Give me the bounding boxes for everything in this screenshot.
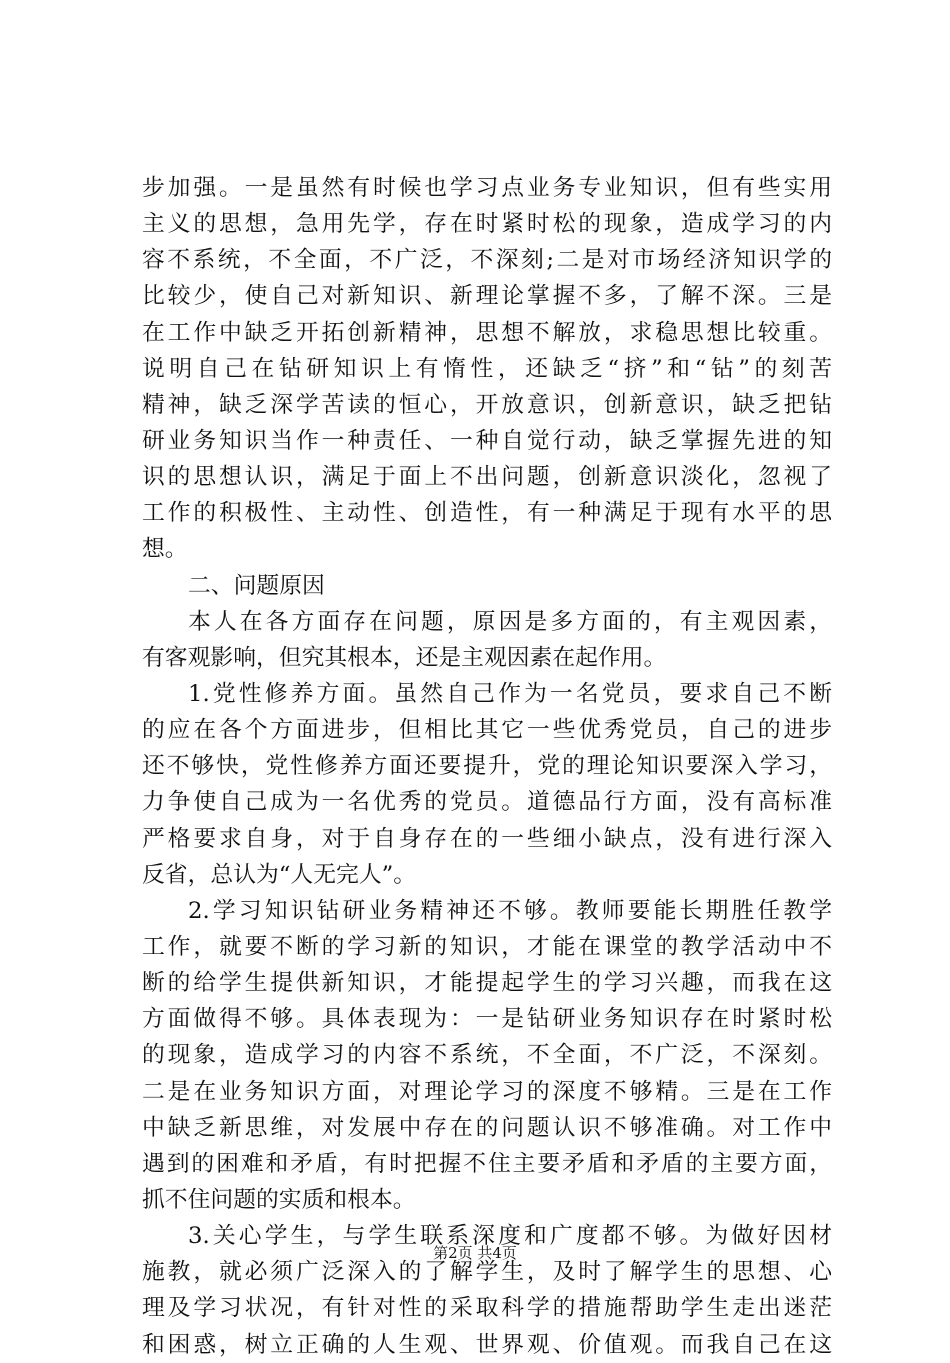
text-line: 有客观影响，但究其根本，还是主观因素在起作用。 (142, 644, 667, 671)
text-line: 理及学习状况，有针对性的采取科学的措施帮助学生走出迷茫 (142, 1295, 832, 1322)
text-line: 中缺乏新思维，对发展中存在的问题认识不够准确。对工作中 (142, 1114, 832, 1141)
text-line: 精神，缺乏深学苦读的恒心，开放意识，创新意识，缺乏把钻 (142, 391, 832, 418)
text-line: 识的思想认识，满足于面上不出问题，创新意识淡化，忽视了 (142, 464, 832, 491)
text-line: 容不系统，不全面，不广泛，不深刻;二是对市场经济知识学的 (142, 247, 832, 274)
text-line: 断的给学生提供新知识，才能提起学生的学习兴趣，而我在这 (142, 970, 832, 997)
text-line: 施教，就必须广泛深入的了解学生，及时了解学生的思想、心 (142, 1259, 832, 1286)
text-line: 工作的积极性、主动性、创造性，有一种满足于现有水平的思 (142, 500, 832, 527)
text-line: 1.党性修养方面。虽然自己作为一名党员，要求自己不断 (188, 680, 832, 707)
text-line: 研业务知识当作一种责任、一种自觉行动，缺乏掌握先进的知 (142, 427, 832, 454)
text-line: 说明自己在钻研知识上有惰性，还缺乏“挤”和“钻”的刻苦 (142, 355, 832, 382)
text-line: 二、问题原因 (188, 572, 325, 599)
text-line: 遇到的困难和矛盾，有时把握不住主要矛盾和矛盾的主要方面， (142, 1150, 832, 1177)
text-line: 工作，就要不断的学习新的知识，才能在课堂的教学活动中不 (142, 933, 832, 960)
text-line: 想。 (142, 536, 188, 563)
text-line: 步加强。一是虽然有时候也学习点业务专业知识，但有些实用 (142, 175, 832, 201)
text-line: 3.关心学生，与学生联系深度和广度都不够。为做好因材 (188, 1223, 832, 1250)
text-line: 2.学习知识钻研业务精神还不够。教师要能长期胜任教学 (188, 897, 832, 924)
document-body (142, 170, 832, 1363)
text-line: 主义的思想，急用先学，存在时紧时松的现象，造成学习的内 (142, 211, 832, 238)
page-footer: 第2页 共4页 (433, 1244, 517, 1262)
text-line: 方面做得不够。具体表现为：一是钻研业务知识存在时紧时松 (142, 1006, 832, 1033)
text-line: 比较少，使自己对新知识、新理论掌握不多，了解不深。三是 (142, 283, 832, 310)
text-line: 还不够快，党性修养方面还要提升，党的理论知识要深入学习， (142, 753, 832, 780)
text-line: 本人在各方面存在问题，原因是多方面的，有主观因素， (188, 608, 832, 635)
text-line: 二是在业务知识方面，对理论学习的深度不够精。三是在工作 (142, 1078, 832, 1105)
text-line: 的现象，造成学习的内容不系统，不全面，不广泛，不深刻。 (142, 1042, 832, 1069)
text-line: 和困惑，树立正确的人生观、世界观、价值观。而我自己在这 (142, 1331, 832, 1358)
text-line: 反省，总认为“人无完人”。 (142, 861, 417, 888)
text-line: 力争使自己成为一名优秀的党员。道德品行方面，没有高标准 (142, 789, 832, 816)
text-line: 的应在各个方面进步，但相比其它一些优秀党员，自己的进步 (142, 717, 832, 744)
text-line: 抓不住问题的实质和根本。 (142, 1186, 416, 1213)
text-line: 严格要求自身，对于自身存在的一些细小缺点，没有进行深入 (142, 825, 832, 852)
text-line: 在工作中缺乏开拓创新精神，思想不解放，求稳思想比较重。 (142, 319, 832, 346)
